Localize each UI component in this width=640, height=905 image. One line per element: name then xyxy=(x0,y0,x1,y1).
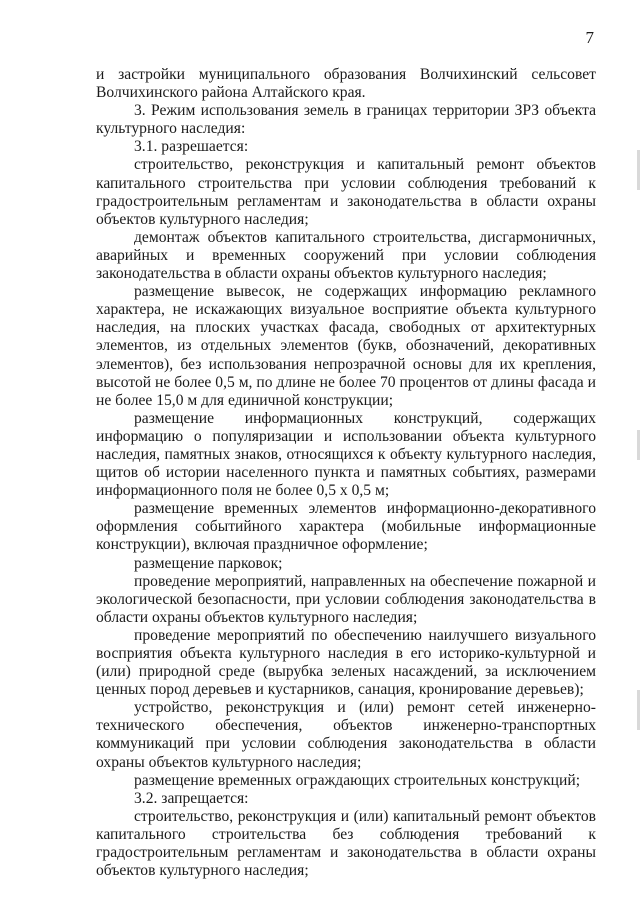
list-item-temporary-decor: размещение временных элементов информационно-декоративного оформления событийного характера (мобильные информационные конструкции), включая праздничное оформление; xyxy=(96,500,596,554)
subsection-3-1-heading: 3.1. разрешается: xyxy=(134,138,249,156)
list-item-visual-perception: проведение мероприятий по обеспечению наилучшего визуального восприятия объекта культурного наследия в его историко-культурной и (или) природной среде (вырубка зеленых насаждений, за исключением ценных пород деревьев и кустарников, санация, кронирование деревьев); xyxy=(96,626,596,699)
list-item-engineering-networks: устройство, реконструкция и (или) ремонт сетей инженерно-технического обеспечения, объектов инженерно-транспортных коммуникаций при условии соблюдения законодательства в области охраны объектов культурного наследия; xyxy=(96,699,596,771)
list-item-parking: размещение парковок; xyxy=(134,554,283,572)
page-number: 7 xyxy=(585,28,594,47)
paragraph-continuation: и застройки муниципального образования Волчихинский сельсовет Волчихинского района Алтайского края. xyxy=(96,66,596,102)
section-3-heading: 3. Режим использования земель в границах территории ЗРЗ объекта культурного наследия: xyxy=(96,102,596,138)
list-item-info-structures: размещение информационных конструкций, содержащих информацию о популяризации и использовании объекта культурного наследия, памятных знаков, относящихся к объекту культурного наследия, щитов об истории населенного пункта и памятных событиях, размерами информационного поля не более 0,5 х 0,5 м; xyxy=(96,409,596,500)
subsection-3-2-heading: 3.2. запрещается: xyxy=(134,789,249,807)
list-item-signs: размещение вывесок, не содержащих информацию рекламного характера, не искажающих визуальное восприятие объекта культурного наследия, на плоских участках фасада, свободных от архитектурных элементов, из отдельных элементов (букв, обозначений, декоративных элементов), без использования непрозрачной основы для их крепления, высотой не более 0,5 м, по длине не более 70 процентов от длины фасада и не более 15,0 м для единичной конструкции; xyxy=(96,283,596,409)
list-item-fire-safety: проведение мероприятий, направленных на обеспечение пожарной и экологической безопасности, при условии соблюдения законодательства в области охраны объектов культурного наследия; xyxy=(96,572,596,626)
list-item-construction: строительство, реконструкция и капитальный ремонт объектов капитального строительства при условии соблюдения требований к градостроительным регламентам и законодательства в области охраны объектов культурного наследия; xyxy=(96,156,596,228)
list-item-temporary-fences: размещение временных ограждающих строительных конструкций; xyxy=(134,771,581,789)
document-body xyxy=(96,66,596,880)
list-item-demolition: демонтаж объектов капитального строительства, дисгармоничных, аварийных и временных сооружений при условии соблюдения законодательства в области охраны объектов культурного наследия; xyxy=(96,228,596,283)
list-item-prohibited-construction: строительство, реконструкция и (или) капитальный ремонт объектов капитального строительства без соблюдения требований к градостроительным регламентам и законодательства в области охраны объектов культурного наследия; xyxy=(96,807,596,880)
